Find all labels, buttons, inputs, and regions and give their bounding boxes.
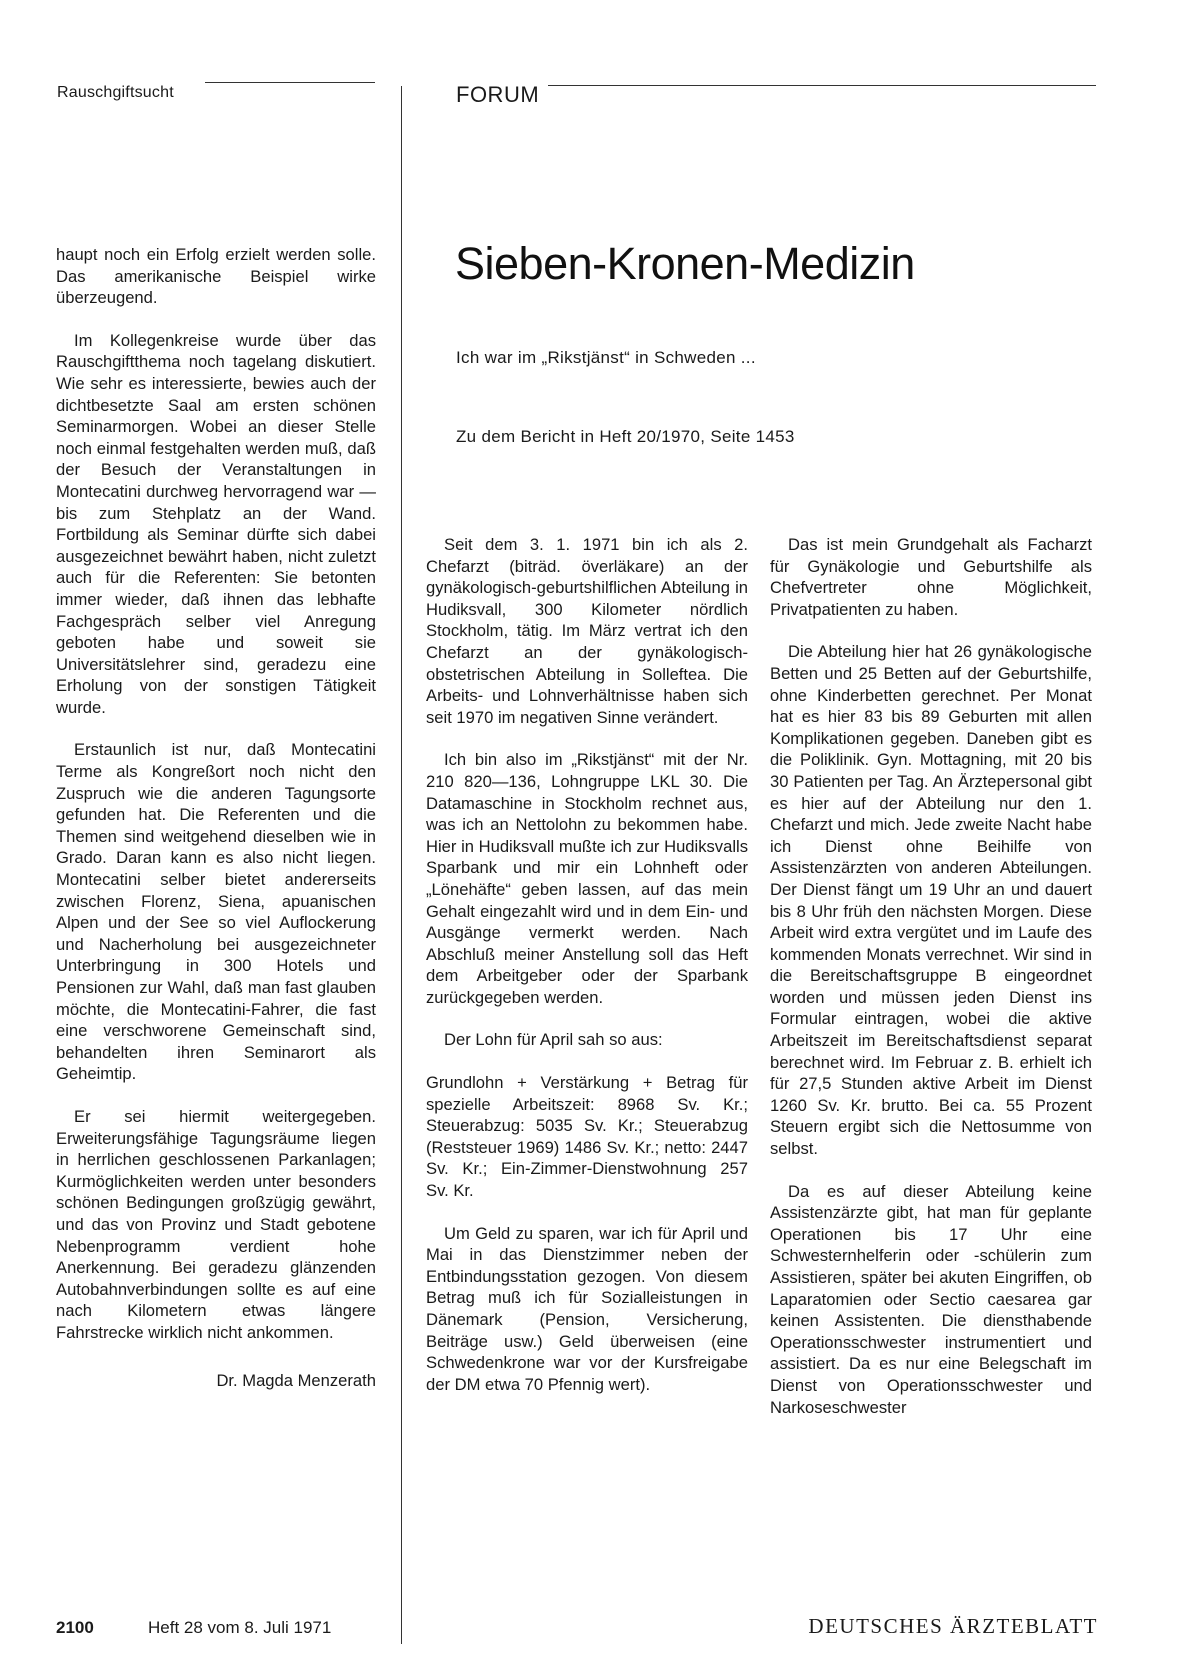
- journal-name: DEUTSCHES ÄRZTEBLATT: [808, 1614, 1098, 1638]
- left-paragraph: Im Kollegenkreise wurde über das Rauschgiftthema noch tagelang diskutiert. Wie sehr es interessierte, bewies auch der dichtbesetzte Saal am ersten schönen Seminarmorgen. Wobei an dieser Stelle noch einmal festgehalten werden muß, daß der Besuch der Veranstaltungen in Montecatini durchweg hervorragend war — bis zum Stehplatz an der Wand. Fortbildung als Seminar dürfte sich dabei ausgezeichnet bewährt haben, nicht zuletzt auch für die Referenten: Sie betonten immer wieder, daß ihnen das lebhafte Fachgespräch selber viel Anregung geboten habe und soweit sie Universitätslehrer sind, geradezu eine Erholung von der sonstigen Tätigkeit wurde.: [56, 330, 376, 717]
- issue-info: Heft 28 vom 8. Juli 1971: [148, 1618, 332, 1637]
- article-title: Sieben-Kronen-Medizin: [455, 238, 915, 289]
- middle-paragraph: Seit dem 3. 1. 1971 bin ich als 2. Chefarzt (biträd. överläkare) an der gynäkologisch-geburtshilflichen Abteilung in Hudiksvall, 300 Kilometer nördlich Stockholm, tätig. Im März vertrat ich den Chefarzt an der gynäkologisch-obstetrischen Abteilung in Solleftea. Die Arbeits- und Lohnverhältnisse haben sich seit 1970 im negativen Sinne verändert.: [426, 535, 748, 727]
- middle-paragraph: Um Geld zu sparen, war ich für April und Mai in das Dienstzimmer neben der Entbindungsstation gezogen. Von diesem Betrag muß ich für Sozialleistungen in Dänemark (Pension, Versicherung, Beiträge usw.) Geld überweisen (eine Schwedenkrone war vor der Kursfreigabe der DM etwa 70 Pfennig wert).: [426, 1223, 748, 1394]
- left-paragraph: Erstaunlich ist nur, daß Montecatini Terme als Kongreßort noch nicht den Zuspruch wie die anderen Tagungsorte gefunden hat. Die Referenten und die Themen sind weitgehend dieselben wie in Grado. Daran kann es also nicht liegen. Montecatini selber bietet andererseits zwischen Florenz, Siena, apuanischen Alpen und der See so viel Auflockerung und Nacherholung bei ausgezeichneter Unterbringung in 300 Hotels und Pensionen zur Wahl, daß man fast glauben möchte, die Montecatini-Fahrer, die fast eine verschworene Gemeinschaft sind, behandelten ihren Seminarort als Geheimtip.: [56, 740, 376, 1084]
- right-paragraph: Das ist mein Grundgehalt als Facharzt für Gynäkologie und Geburtshilfe als Chefvertreter ohne Möglichkeit, Privatpatienten zu haben.: [770, 535, 1092, 619]
- right-paragraph: Die Abteilung hier hat 26 gynäkologische Betten und 25 Betten auf der Geburtshilfe, ohne Kinderbetten gerechnet. Per Monat hat es hier 83 bis 89 Geburten mit allen Komplikationen gegeben. Daneben gibt es die Poliklinik. Gyn. Mottagning, mit 20 bis 30 Patienten per Tag. An Ärztepersonal gibt es hier auf der Abteilung nur den 1. Chefarzt und mich. Jede zweite Nacht habe ich Dienst ohne Beihilfe von Assistenzärzten von anderen Abteilungen. Der Dienst fängt um 19 Uhr an und dauert bis 8 Uhr früh den nächsten Morgen. Diese Arbeit wird extra vergütet und im Laufe des kommenden Monats verrechnet. Wir sind in die Bereitschaftsgruppe B eingeordnet worden und müssen jeden Dienst ins Formular eintragen, wobei die aktive Arbeitszeit im Bereitschaftsdienst separat berechnet wird. Im Februar z. B. erhielt ich für 27,5 Stunden aktive Arbeit im Dienst 1260 Sv. Kr. brutto. Bei ca. 55 Prozent Steuern ergibt sich die Nettosumme von selbst.: [770, 642, 1092, 1159]
- author-signature: Dr. Magda Menzerath: [216, 1370, 376, 1390]
- section-label-left: Rauschgiftsucht: [57, 84, 174, 101]
- page-number: 2100: [56, 1618, 94, 1637]
- middle-paragraph: Ich bin also im „Rikstjänst“ mit der Nr. 210 820—136, Lohngruppe LKL 30. Die Datamaschine in Stockholm rechnet aus, was ich an Nettolohn zu bekommen habe. Hier in Hudiksvall mußte ich zur Hudiksvalls Sparbank und mir ein Lohnheft oder „Lönehäfte“ geben lassen, auf das mein Gehalt eingezahlt wird und in dem Ein- und Ausgänge vermerkt werden. Nach Abschluß meiner Anstellung soll das Heft dem Arbeitgeber oder der Sparbank zurückgegeben werden.: [426, 750, 748, 1007]
- middle-paragraph: Grundlohn + Verstärkung + Betrag für spezielle Arbeitszeit: 8968 Sv. Kr.; Steuerabzug: 5035 Sv. Kr.; Steuerabzug (Reststeuer 1969) 1486 Sv. Kr.; netto: 2447 Sv. Kr.; Ein-Zimmer-Dienstwohnung 257 Sv. Kr.: [426, 1073, 748, 1201]
- right-column: [770, 534, 1092, 1439]
- column-divider: [401, 86, 402, 1644]
- left-column: [56, 244, 376, 1391]
- article-subtitle: Ich war im „Rikstjänst“ in Schweden ...: [456, 348, 756, 367]
- middle-column: [426, 534, 748, 1416]
- header-rule-right: [548, 85, 1096, 86]
- section-label-right: FORUM: [456, 82, 540, 107]
- middle-paragraph: Der Lohn für April sah so aus:: [444, 1030, 663, 1050]
- right-paragraph: Da es auf dieser Abteilung keine Assistenzärzte gibt, hat man für geplante Operationen bis 17 Uhr eine Schwesternhelferin oder -schülerin zum Assistieren, später bei akuten Eingriffen, ob Laparatomien oder Sectio caesarea gar keinen Assistenten. Die diensthabende Operationsschwester instrumentiert und assistiert. Da es nur eine Belegschaft im Dienst von Operationsschwester und Narkoseschwester: [770, 1181, 1092, 1417]
- article-reference: Zu dem Bericht in Heft 20/1970, Seite 1453: [456, 427, 795, 446]
- left-paragraph: Er sei hiermit weitergegeben. Erweiterungsfähige Tagungsräume liegen in herrlichen geschlossenen Parkanlagen; Kurmöglichkeiten werden unter besonders schönen Bedingungen großzügig gewährt, und das von Provinz und Stadt gebotene Nebenprogramm verdient hohe Anerkennung. Bei geradezu glänzenden Autobahnverbindungen sollte es auf eine nach Kilometern etwas längere Fahrstrecke wirklich nicht ankommen.: [56, 1106, 376, 1342]
- header-rule-left: [205, 82, 375, 83]
- left-paragraph: haupt noch ein Erfolg erzielt werden solle. Das amerikanische Beispiel wirke überzeugend.: [56, 245, 376, 308]
